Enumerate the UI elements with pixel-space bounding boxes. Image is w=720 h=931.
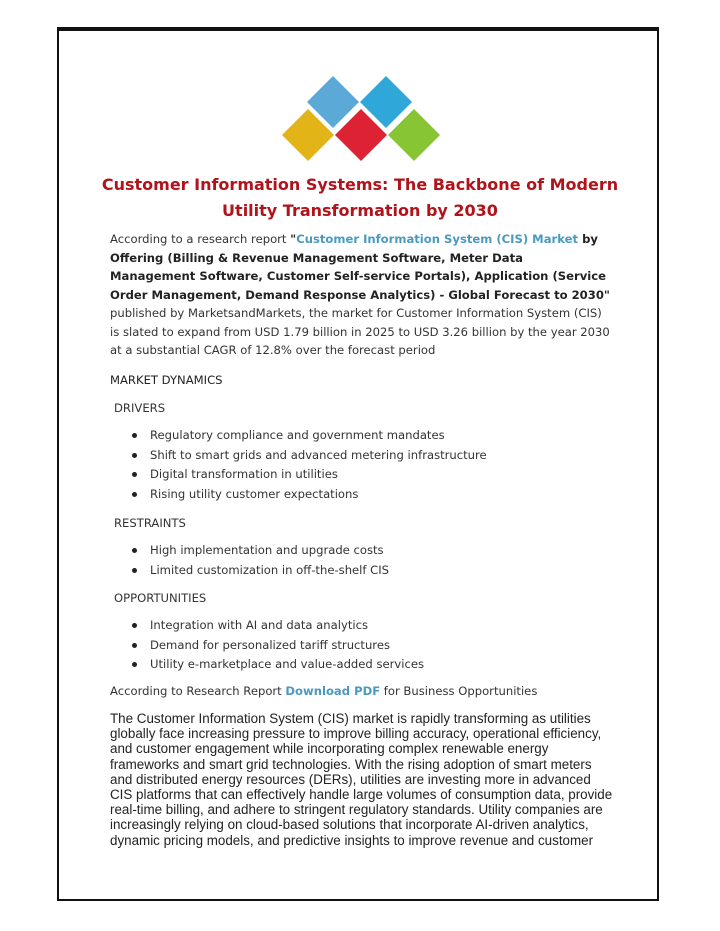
restraints-list — [130, 541, 389, 580]
bullet-icon — [132, 548, 137, 553]
list-item-text: Digital transformation in utilities — [150, 467, 338, 481]
download-prefix: According to Research Report — [110, 684, 286, 698]
bullet-icon — [132, 568, 137, 573]
list-item — [130, 485, 487, 505]
list-item — [130, 426, 487, 446]
download-pdf-link[interactable]: Download PDF — [285, 684, 381, 698]
list-item — [130, 561, 389, 581]
opportunities-heading: OPPORTUNITIES — [114, 591, 207, 605]
list-item — [130, 616, 424, 636]
list-item — [130, 446, 487, 466]
list-item — [130, 541, 389, 561]
list-item-text: Regulatory compliance and government mandates — [150, 428, 445, 442]
title-line-2: Utility Transformation by 2030 — [222, 201, 498, 220]
list-item-text: Integration with AI and data analytics — [150, 618, 369, 632]
intro-paragraph — [110, 230, 610, 360]
list-item — [130, 636, 424, 656]
bullet-icon — [132, 433, 137, 438]
intro-suffix: published by MarketsandMarkets, the market for Customer Information System (CIS) is slated to expand from USD 1.79 billion in 2025 to USD 3.26 billion by the year 2030 at a substantial CAGR of 12.8% over the forecast period — [110, 306, 610, 357]
list-item-text: Utility e-marketplace and value-added services — [150, 657, 425, 671]
bullet-icon — [132, 662, 137, 667]
list-item-text: Shift to smart grids and advanced metering infrastructure — [150, 447, 487, 462]
intro-report-title: by Offering (Billing & Revenue Management Software, Meter Data Management Software, Customer Self-service Portals), Application (Service Order Management, Demand Response Analytics) - Global Forecast to 2030" — [110, 232, 610, 302]
list-item-text: Limited customization in off-the-shelf CIS — [150, 562, 390, 577]
bullet-icon — [132, 472, 137, 477]
restraints-heading: RESTRAINTS — [114, 516, 186, 530]
bullet-icon — [132, 492, 137, 497]
drivers-heading: DRIVERS — [114, 401, 166, 415]
list-item-text: Demand for personalized tariff structures — [150, 637, 390, 652]
bullet-icon — [132, 643, 137, 648]
download-line — [110, 684, 537, 698]
bullet-icon — [132, 623, 137, 628]
opportunities-list — [130, 616, 424, 675]
list-item — [130, 655, 424, 675]
drivers-list — [130, 426, 487, 504]
market-dynamics-heading: MARKET DYNAMICS — [110, 373, 223, 387]
list-item — [130, 465, 487, 485]
title-line-1: Customer Information Systems: The Backbone of Modern — [101, 175, 619, 194]
page-title — [80, 172, 640, 224]
report-link[interactable]: Customer Information System (CIS) Market — [296, 232, 579, 246]
list-item-text: High implementation and upgrade costs — [150, 543, 384, 557]
download-suffix: for Business Opportunities — [380, 684, 538, 698]
intro-quote-open: " — [290, 232, 297, 246]
bullet-icon — [132, 453, 137, 458]
company-logo — [282, 76, 440, 168]
intro-prefix: According to a research report — [110, 232, 291, 246]
body-paragraph: The Customer Information System (CIS) market is rapidly transforming as utilities globally face increasing pressure to improve billing accuracy, operational efficiency, and customer engagement while incorporating complex renewable energy frameworks and smart grid technologies. With the rising adoption of smart meters and distributed energy resources (DERs), utilities are investing more in advanced CIS platforms that can effectively handle large volumes of consumption data, provide real-time billing, and adhere to stringent regulatory standards. Utility companies are increasingly relying on cloud-based solutions that incorporate AI-driven analytics, dynamic pricing models, and predictive insights to improve revenue and customer — [110, 711, 613, 848]
list-item-text: Rising utility customer expectations — [150, 486, 359, 501]
